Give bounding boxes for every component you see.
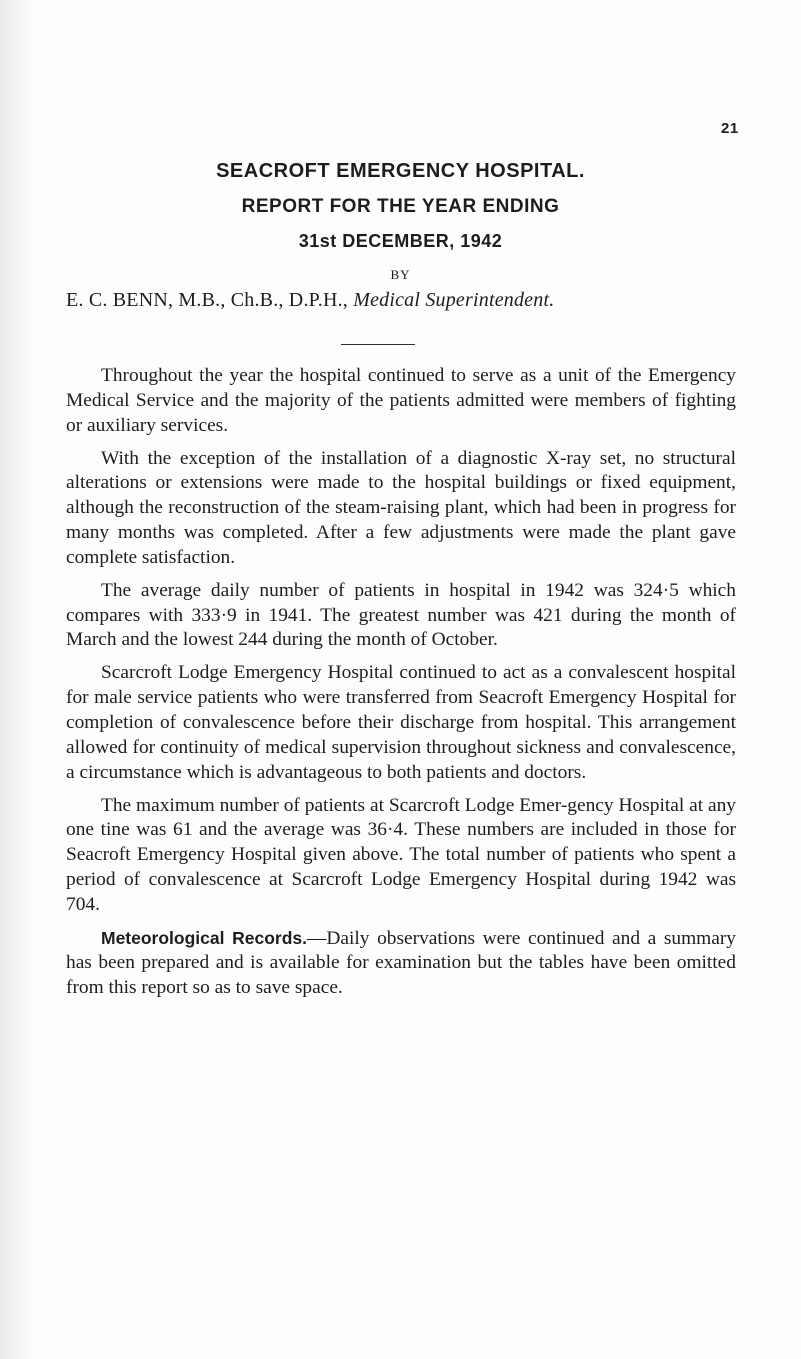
by-line: BY (390, 267, 411, 282)
author-name: E. C. BENN, M.B., Ch.B., D.P.H., (66, 289, 348, 311)
report-title: SEACROFT EMERGENCY HOSPITAL. (216, 160, 585, 182)
divider-rule (341, 344, 415, 345)
paragraph-structural: With the exception of the installation of a diagnostic X-ray set, no structural alterations or extensions were made to the hospital buildings or fixed equipment, although the reconstruction of the steam-raising plant, which had been in progress for many months was completed. After a few adjustments were made the plant gave complete satisfaction. (66, 447, 736, 568)
meteorological-text: —Daily observations were continued and a summary has been prepared and is available for examination but the tables have been omitted from this report so as to save space. (66, 927, 736, 999)
paragraph-average-patients: The average daily number of patients in hospital in 1942 was 324·5 which compares with 333·9 in 1941. The greatest number was 421 during the month of March and the lowest 244 during the month of October. (66, 579, 736, 651)
author-role: Medical Superintendent. (353, 289, 555, 311)
report-date: 31st DECEMBER, 1942 (298, 231, 503, 251)
paragraph-scarcroft-numbers: The maximum number of patients at Scarcroft Lodge Emer-gency Hospital at any one tine was 61 and the average was 36·4. These numbers are included in those for Seacroft Emergency Hospital given above. The total number of patients who spent a period of convalescence at Scarcroft Lodge Emergency Hospital during 1942 was 704. (66, 794, 736, 915)
report-body (66, 364, 736, 1009)
report-subtitle: REPORT FOR THE YEAR ENDING (241, 196, 560, 217)
page-number: 21 (721, 120, 739, 137)
paragraph-meteorological (66, 926, 736, 1001)
paragraph-service: Throughout the year the hospital continued to serve as a unit of the Emergency Medical Service and the majority of the patients admitted were members of fighting or auxiliary services. (66, 365, 736, 436)
paragraph-scarcroft-lodge: Scarcroft Lodge Emergency Hospital continued to act as a convalescent hospital for male service patients who were transferred from Seacroft Emergency Hospital for completion of convalescence before their discharge from hospital. This arrangement allowed for continuity of medical supervision throughout sickness and convalescence, a circumstance which is advantageous to both patients and doctors. (66, 662, 736, 783)
author-line (66, 289, 736, 312)
meteorological-title: Meteorological Records. (101, 927, 307, 948)
